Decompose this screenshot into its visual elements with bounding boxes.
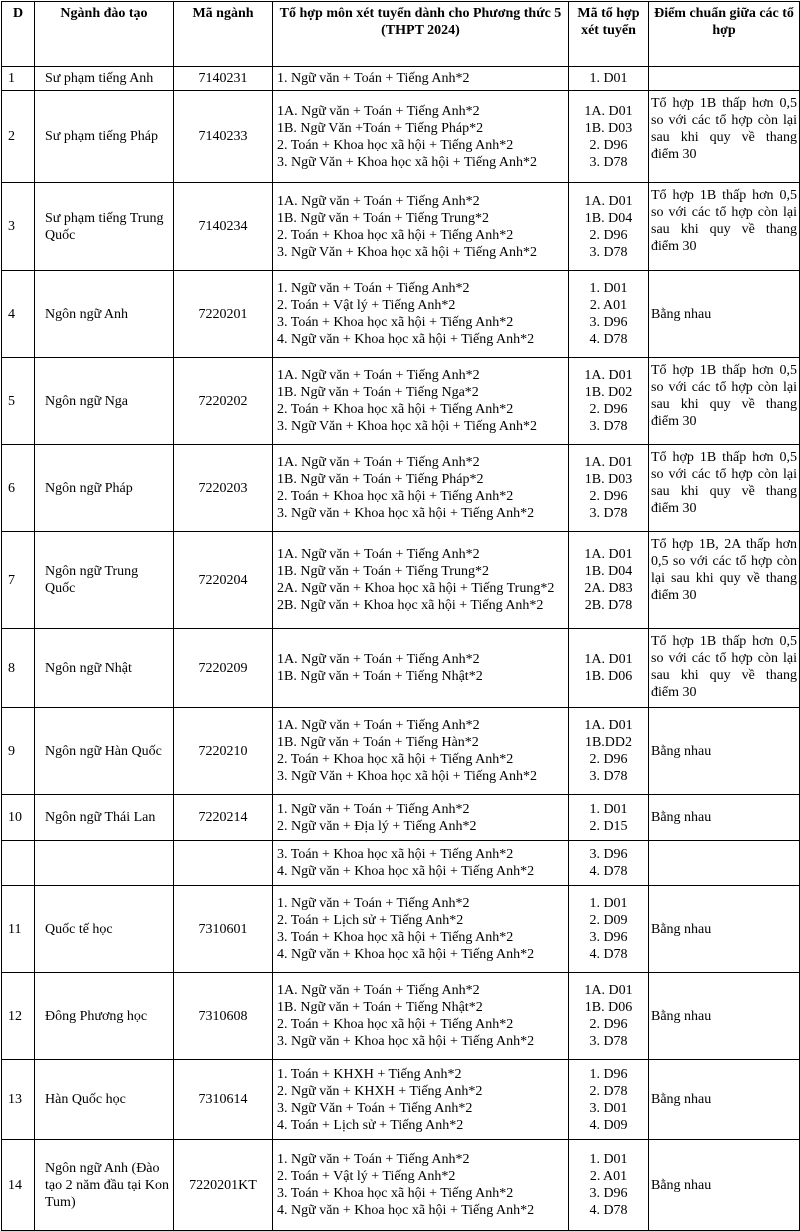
row-stt: 6 [2,445,35,532]
table-row [2,795,800,841]
combo-code: 3. D78 [589,419,628,434]
row-major: Ngôn ngữ Anh [35,271,174,358]
row-stt: 10 [2,795,35,841]
subject-line: 2. Toán + Khoa học xã hội + Tiếng Anh*2 [277,137,514,153]
subject-line: 1B. Ngữ văn + Toán + Tiếng Nga*2 [277,385,479,400]
table-row [2,271,800,358]
subject-line: 4. Ngữ văn + Khoa học xã hội + Tiếng Anh*2 [277,332,535,347]
subject-line: 1B. Ngữ Văn +Toán + Tiếng Pháp*2 [277,120,484,136]
row-subjects [273,271,569,358]
row-subjects [273,886,569,973]
row-code: 7220204 [174,532,273,629]
subject-line: 2A. Ngữ văn + Khoa học xã hội + Tiếng Trung*2 [277,581,555,596]
combo-code: 4. D78 [589,332,628,347]
table-row [2,708,800,795]
subject-line: 3. Ngữ Văn + Khoa học xã hội + Tiếng Anh*2 [277,419,537,434]
row-code [174,841,273,886]
row-stt: 9 [2,708,35,795]
admission-table [1,1,800,1231]
combo-code: 3. D78 [589,769,628,784]
subject-line: 3. Ngữ Văn + Toán + Tiếng Anh*2 [277,1100,473,1116]
row-stt: 7 [2,532,35,629]
combo-code: 1A. D01 [584,193,633,209]
row-note [649,841,800,886]
table-row [2,67,800,91]
subject-line: 3. Toán + Khoa học xã hội + Tiếng Anh*2 [277,847,514,862]
row-combos [569,1140,649,1231]
row-note: Bằng nhau [649,271,800,358]
row-major: Ngôn ngữ Trung Quốc [35,532,174,629]
row-major: Ngôn ngữ Pháp [35,445,174,532]
row-subjects [273,1060,569,1140]
combo-code: 4. D78 [589,864,628,879]
row-subjects [273,67,569,91]
row-subjects [273,629,569,708]
combo-code: 2. D96 [589,137,628,153]
row-note [649,67,800,91]
row-combos [569,358,649,445]
row-major [35,841,174,886]
combo-code: 3. D78 [589,244,628,260]
row-code: 7310601 [174,886,273,973]
combo-code: 3. D96 [589,1186,628,1201]
table-row [2,445,800,532]
subject-line: 1A. Ngữ văn + Toán + Tiếng Anh*2 [277,455,480,470]
row-code: 7220214 [174,795,273,841]
subject-line: 1A. Ngữ văn + Toán + Tiếng Anh*2 [277,718,480,733]
row-code: 7140234 [174,183,273,271]
row-note: Tổ hợp 1B thấp hơn 0,5 so với các tổ hợp còn lại sau khi quy về thang điểm 30 [649,445,800,532]
row-major: Sư phạm tiếng Pháp [35,91,174,183]
combo-code: 2. D15 [589,818,628,834]
combo-code: 2. D96 [589,489,628,504]
table-row [2,841,800,886]
row-major: Ngôn ngữ Thái Lan [35,795,174,841]
subject-line: 3. Ngữ Văn + Khoa học xã hội + Tiếng Anh*2 [277,244,537,260]
subject-line: 4. Ngữ văn + Khoa học xã hội + Tiếng Anh*2 [277,947,535,962]
row-note: Bằng nhau [649,886,800,973]
row-note: Tổ hợp 1B thấp hơn 0,5 so với các tổ hợp còn lại sau khi quy về thang điểm 30 [649,358,800,445]
combo-code: 3. D96 [589,847,628,862]
combo-code: 1A. D01 [584,455,633,470]
row-note: Bằng nhau [649,795,800,841]
combo-code: 1B.DD2 [584,735,633,750]
row-major: Ngôn ngữ Anh (Đào tạo 2 năm đầu tại Kon Tum) [35,1140,174,1231]
row-stt: 2 [2,91,35,183]
row-stt [2,841,35,886]
combo-code: 3. D78 [589,1034,628,1049]
row-code: 7140233 [174,91,273,183]
subject-line: 1. Ngữ văn + Toán + Tiếng Anh*2 [277,896,470,911]
row-code: 7310614 [174,1060,273,1140]
header-note: Điểm chuẩn giữa các tổ hợp [649,2,800,67]
subject-line: 4. Toán + Lịch sử + Tiếng Anh*2 [277,1117,464,1133]
row-combos [569,271,649,358]
header-code: Mã ngành [174,2,273,67]
subject-line: 2B. Ngữ văn + Khoa học xã hội + Tiếng Anh*2 [277,598,544,613]
row-stt: 13 [2,1060,35,1140]
row-stt: 5 [2,358,35,445]
subject-line: 3. Ngữ văn + Khoa học xã hội + Tiếng Anh*2 [277,1034,535,1049]
combo-code: 1B. D04 [584,210,633,226]
row-combos [569,532,649,629]
combo-code: 3. D96 [589,930,628,945]
combo-code: 2. D09 [589,913,628,928]
combo-code: 2. A01 [589,1169,628,1184]
table-row [2,973,800,1060]
row-code: 7220201 [174,271,273,358]
subject-line: 1. Ngữ văn + Toán + Tiếng Anh*2 [277,801,470,817]
combo-code: 2. D78 [589,1083,628,1099]
combo-code: 2. D96 [589,402,628,417]
row-code: 7310608 [174,973,273,1060]
table-row [2,629,800,708]
combo-code: 2A. D83 [584,581,633,596]
combo-code: 1B. D03 [584,472,633,487]
table-row [2,532,800,629]
header-row [2,2,800,67]
subject-line: 2. Ngữ văn + KHXH + Tiếng Anh*2 [277,1083,483,1099]
subject-line: 2. Toán + Khoa học xã hội + Tiếng Anh*2 [277,752,514,767]
row-combos [569,973,649,1060]
row-stt: 1 [2,67,35,91]
subject-line: 3. Toán + Khoa học xã hội + Tiếng Anh*2 [277,930,514,945]
table-row [2,91,800,183]
row-note: Tổ hợp 1B thấp hơn 0,5 so với các tổ hợp còn lại sau khi quy về thang điểm 30 [649,91,800,183]
subject-line: 1A. Ngữ văn + Toán + Tiếng Anh*2 [277,547,480,562]
combo-code: 1. D01 [589,71,628,86]
row-combos [569,886,649,973]
subject-line: 1A. Ngữ văn + Toán + Tiếng Anh*2 [277,193,480,209]
subject-line: 2. Toán + Lịch sử + Tiếng Anh*2 [277,913,464,928]
row-stt: 3 [2,183,35,271]
combo-code: 3. D78 [589,506,628,521]
row-major: Sư phạm tiếng Trung Quốc [35,183,174,271]
row-stt: 14 [2,1140,35,1231]
row-subjects [273,708,569,795]
header-combo: Mã tổ hợp xét tuyển [569,2,649,67]
row-subjects [273,532,569,629]
row-combos [569,445,649,532]
row-note: Bằng nhau [649,1140,800,1231]
subject-line: 1B. Ngữ văn + Toán + Tiếng Nhật*2 [277,669,483,684]
header-stt: D [2,2,35,67]
combo-code: 1. D96 [589,1066,628,1082]
subject-line: 1. Ngữ văn + Toán + Tiếng Anh*2 [277,71,470,86]
combo-code: 1A. D01 [584,652,633,667]
row-combos [569,183,649,271]
combo-code: 2. D96 [589,227,628,243]
subject-line: 1A. Ngữ văn + Toán + Tiếng Anh*2 [277,652,480,667]
combo-code: 1B. D03 [584,120,633,136]
subject-line: 3. Ngữ văn + Khoa học xã hội + Tiếng Anh*2 [277,506,535,521]
row-major: Ngôn ngữ Nga [35,358,174,445]
row-subjects [273,358,569,445]
row-note: Tổ hợp 1B thấp hơn 0,5 so với các tổ hợp còn lại sau khi quy về thang điểm 30 [649,629,800,708]
subject-line: 1. Ngữ văn + Toán + Tiếng Anh*2 [277,1152,470,1167]
subject-line: 1A. Ngữ văn + Toán + Tiếng Anh*2 [277,983,480,998]
combo-code: 1B. D02 [584,385,633,400]
row-major: Sư phạm tiếng Anh [35,67,174,91]
combo-code: 1. D01 [589,281,628,296]
combo-code: 1B. D06 [584,1000,633,1015]
subject-line: 2. Toán + Khoa học xã hội + Tiếng Anh*2 [277,227,514,243]
combo-code: 2. A01 [589,298,628,313]
row-combos [569,841,649,886]
row-stt: 8 [2,629,35,708]
subject-line: 4. Ngữ văn + Khoa học xã hội + Tiếng Anh*2 [277,1203,535,1218]
combo-code: 1A. D01 [584,718,633,733]
subject-line: 1. Toán + KHXH + Tiếng Anh*2 [277,1066,462,1082]
row-stt: 4 [2,271,35,358]
row-note: Tổ hợp 1B, 2A thấp hơn 0,5 so với các tổ hợp còn lại sau khi quy về thang điểm 30 [649,532,800,629]
row-code: 7220210 [174,708,273,795]
row-code: 7220202 [174,358,273,445]
row-major: Ngôn ngữ Hàn Quốc [35,708,174,795]
subject-line: 1B. Ngữ văn + Toán + Tiếng Trung*2 [277,210,489,226]
row-combos [569,708,649,795]
combo-code: 1A. D01 [584,983,633,998]
subject-line: 2. Toán + Khoa học xã hội + Tiếng Anh*2 [277,489,514,504]
combo-code: 1. D01 [589,1152,628,1167]
combo-code: 4. D09 [589,1117,628,1133]
subject-line: 1B. Ngữ văn + Toán + Tiếng Hàn*2 [277,735,479,750]
row-subjects [273,91,569,183]
header-major: Ngành đào tạo [35,2,174,67]
combo-code: 1. D01 [589,896,628,911]
row-code: 7220201KT [174,1140,273,1231]
row-combos [569,1060,649,1140]
row-subjects [273,1140,569,1231]
row-major: Ngôn ngữ Nhật [35,629,174,708]
row-combos [569,91,649,183]
subject-line: 2. Toán + Khoa học xã hội + Tiếng Anh*2 [277,402,514,417]
subject-line: 1. Ngữ văn + Toán + Tiếng Anh*2 [277,281,470,296]
row-subjects [273,841,569,886]
subject-line: 1B. Ngữ văn + Toán + Tiếng Pháp*2 [277,472,484,487]
table-row [2,1060,800,1140]
subject-line: 3. Ngữ Văn + Khoa học xã hội + Tiếng Anh*2 [277,154,537,170]
table-row [2,1140,800,1231]
row-subjects [273,445,569,532]
combo-code: 3. D96 [589,315,628,330]
row-major: Hàn Quốc học [35,1060,174,1140]
row-major: Đông Phương học [35,973,174,1060]
subject-line: 1B. Ngữ văn + Toán + Tiếng Nhật*2 [277,1000,483,1015]
row-note: Bằng nhau [649,973,800,1060]
table-row [2,183,800,271]
table-body [2,67,800,1231]
row-code: 7220209 [174,629,273,708]
combo-code: 2B. D78 [584,598,633,613]
subject-line: 3. Toán + Khoa học xã hội + Tiếng Anh*2 [277,1186,514,1201]
subject-line: 1B. Ngữ văn + Toán + Tiếng Trung*2 [277,564,489,579]
combo-code: 2. D96 [589,752,628,767]
subject-line: 3. Toán + Khoa học xã hội + Tiếng Anh*2 [277,315,514,330]
row-combos [569,67,649,91]
row-code: 7220203 [174,445,273,532]
row-code: 7140231 [174,67,273,91]
header-subjects: Tổ hợp môn xét tuyển dành cho Phương thức 5 (THPT 2024) [273,2,569,67]
subject-line: 3. Ngữ Văn + Khoa học xã hội + Tiếng Anh*2 [277,769,537,784]
table-row [2,358,800,445]
row-stt: 11 [2,886,35,973]
row-combos [569,629,649,708]
combo-code: 1B. D04 [584,564,633,579]
combo-code: 3. D78 [589,154,628,170]
subject-line: 1A. Ngữ văn + Toán + Tiếng Anh*2 [277,103,480,119]
row-subjects [273,795,569,841]
combo-code: 2. D96 [589,1017,628,1032]
combo-code: 3. D01 [589,1100,628,1116]
combo-code: 1A. D01 [584,368,633,383]
combo-code: 1A. D01 [584,103,633,119]
combo-code: 4. D78 [589,1203,628,1218]
combo-code: 4. D78 [589,947,628,962]
combo-code: 1B. D06 [584,669,633,684]
row-combos [569,795,649,841]
subject-line: 2. Ngữ văn + Địa lý + Tiếng Anh*2 [277,818,477,834]
subject-line: 2. Toán + Vật lý + Tiếng Anh*2 [277,298,456,313]
combo-code: 1A. D01 [584,547,633,562]
row-major: Quốc tế học [35,886,174,973]
row-note: Tổ hợp 1B thấp hơn 0,5 so với các tổ hợp còn lại sau khi quy về thang điểm 30 [649,183,800,271]
combo-code: 1. D01 [589,801,628,817]
row-subjects [273,183,569,271]
row-subjects [273,973,569,1060]
subject-line: 2. Toán + Khoa học xã hội + Tiếng Anh*2 [277,1017,514,1032]
subject-line: 4. Ngữ văn + Khoa học xã hội + Tiếng Anh*2 [277,864,535,879]
subject-line: 2. Toán + Vật lý + Tiếng Anh*2 [277,1169,456,1184]
row-note: Bằng nhau [649,1060,800,1140]
table-row [2,886,800,973]
row-note: Bằng nhau [649,708,800,795]
subject-line: 1A. Ngữ văn + Toán + Tiếng Anh*2 [277,368,480,383]
row-stt: 12 [2,973,35,1060]
